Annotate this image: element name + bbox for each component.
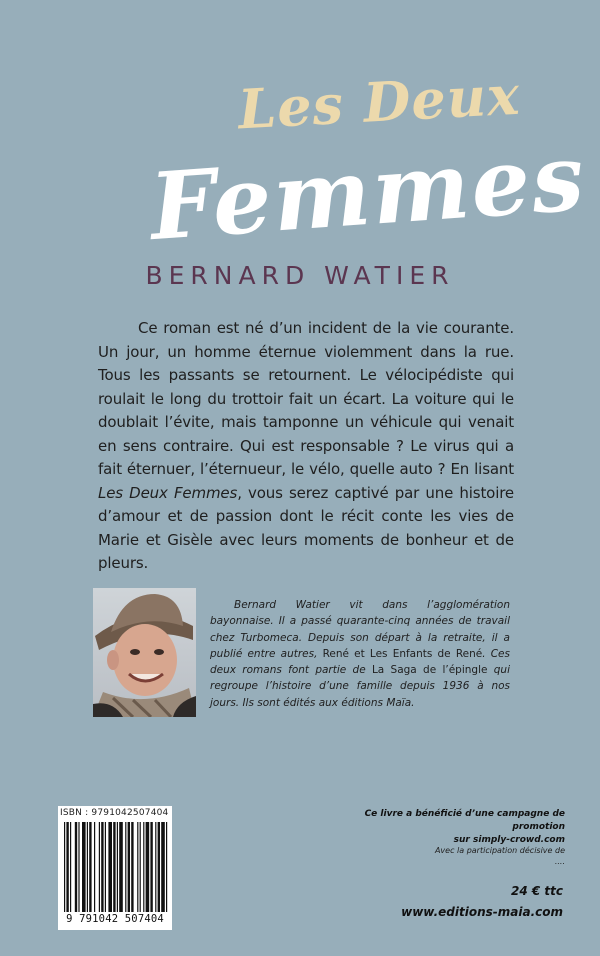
author-photo [93, 588, 196, 717]
barcode-bar [158, 822, 160, 912]
bio-book-1: René [322, 647, 349, 660]
barcode-bar [94, 822, 95, 912]
promotion-line-1: Ce livre a bénéficié d’une campagne de promotion [364, 809, 565, 832]
barcode-bar [161, 822, 165, 912]
bio-part-1: Bernard Watier vit dans l’agglomération bayonnaise. Il a passé quarante-cinq années de travail chez Turbomeca. Depuis son départ à la retraite, il a publié entre autres, [210, 599, 510, 660]
barcode-bar [131, 822, 133, 912]
book-title [0, 60, 600, 260]
barcode-bar [75, 822, 77, 912]
barcode-bar [89, 822, 91, 912]
barcode-bar [78, 822, 79, 912]
barcode-bar [143, 822, 144, 912]
author-name: BERNARD WATIER [145, 261, 455, 290]
barcode-bar [166, 822, 167, 912]
barcode-bar [108, 822, 112, 912]
promotion-line-2: sur simply-crowd.com [453, 835, 565, 845]
publisher-website: www.editions-maia.com [401, 905, 563, 919]
bio-part-2: . Ces deux romans font partie de [210, 647, 510, 677]
barcode-bar [70, 822, 71, 912]
barcode-bar [146, 822, 150, 912]
barcode-bar [150, 822, 152, 912]
participation-dots: .... [554, 857, 565, 866]
barcode-bar [137, 822, 138, 912]
barcode-bar [140, 822, 141, 912]
isbn-label: ISBN : 9791042507404 [60, 808, 169, 818]
barcode-bar [64, 822, 65, 912]
barcode-bar [99, 822, 100, 912]
author-bio [210, 597, 510, 711]
price: 24 € ttc [511, 884, 563, 898]
barcode-bar [66, 822, 68, 912]
blurb-part-2: , vous serez captivé par une histoire d’amour et de passion dont le récit conte les vies de Marie et Gisèle avec leurs moments de bonheur et de pleurs. [98, 483, 514, 572]
title-line-1: Les Deux [236, 62, 522, 142]
bio-and: et [349, 647, 370, 660]
barcode-bar [125, 822, 126, 912]
participation-note [310, 845, 565, 867]
participation-line: Avec la participation décisive de [434, 846, 565, 855]
promotion-note [310, 808, 565, 847]
barcode-icon [58, 822, 172, 914]
barcode-bar [105, 822, 106, 912]
barcode-bar [119, 822, 123, 912]
bio-book-2: Les Enfants de René [369, 647, 483, 660]
barcode-bar [87, 822, 88, 912]
blurb-book-title: Les Deux Femmes [98, 483, 238, 502]
isbn-barcode [58, 806, 172, 930]
barcode-digits: 9 791042 507404 [58, 913, 172, 925]
bio-saga: La Saga de l’épingle [371, 664, 488, 677]
book-blurb [98, 317, 514, 576]
title-line-2: Femmes [146, 122, 590, 262]
barcode-bar [82, 822, 86, 912]
author-portrait-image [93, 588, 196, 717]
barcode-bar [101, 822, 103, 912]
barcode-bar [117, 822, 118, 912]
barcode-bar [155, 822, 156, 912]
blurb-part-1: Ce roman est né d’un incident de la vie courante. Un jour, un homme éternue violemment dans la rue. Tous les passants se retournent. Le vélocipédiste qui roulait le long du trottoir fait un écart. La voiture qui le doublait l’évite, mais tamponne un véhicule qui venait en sens contraire. Qui est responsable ? Le virus qui a fait éternuer, l’éternueur, le vélo, quelle auto ? En lisant [98, 319, 514, 478]
bio-part-3: qui regroupe l’histoire d’une famille depuis 1936 à nos jours. Ils sont édités aux éditions Maïa. [210, 664, 511, 709]
barcode-bar [113, 822, 115, 912]
barcode-bar [128, 822, 130, 912]
